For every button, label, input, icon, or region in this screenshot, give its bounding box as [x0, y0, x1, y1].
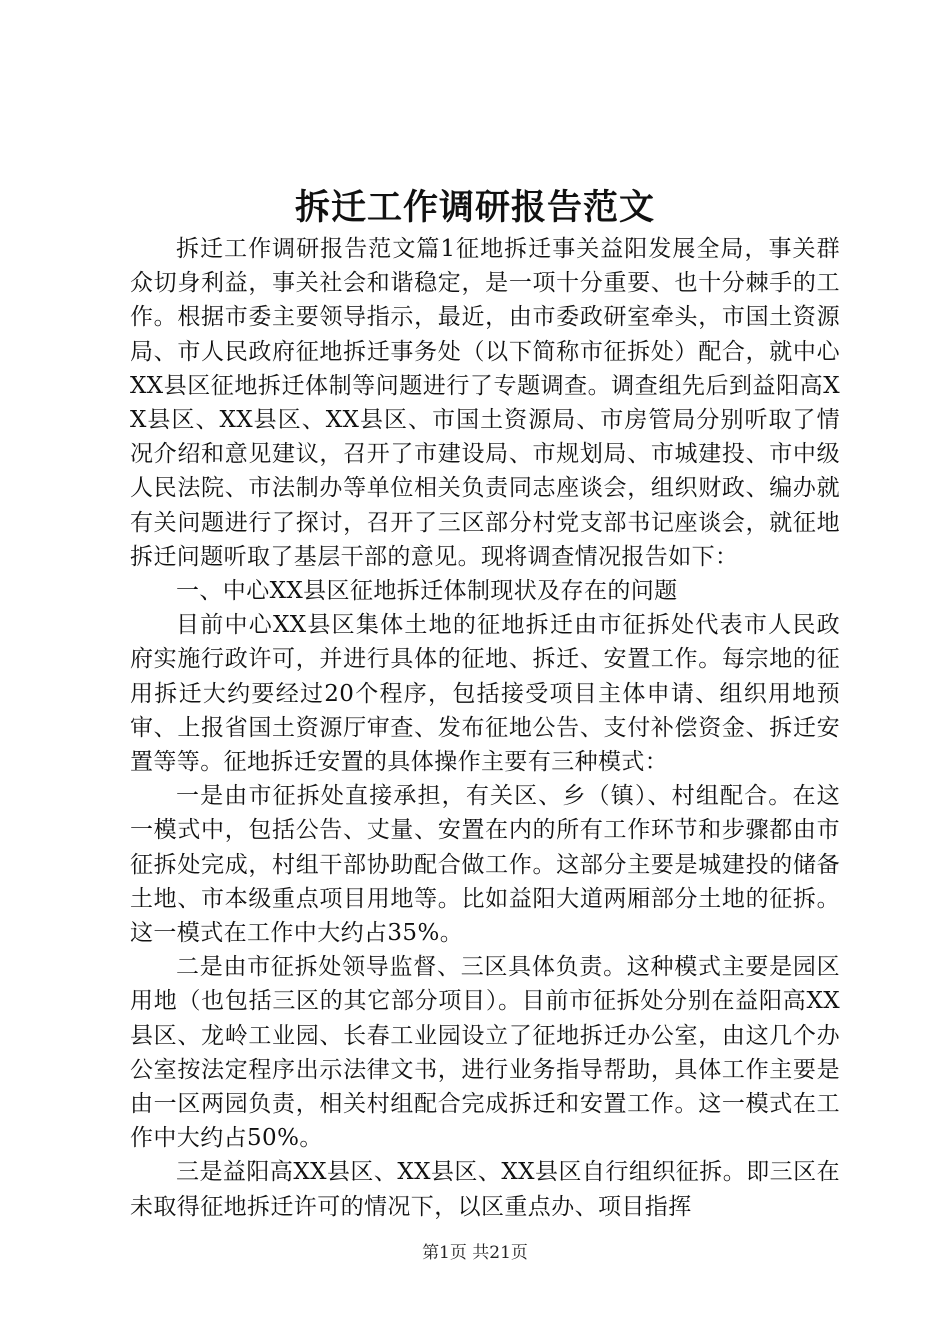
paragraph-mode-one: 一是由市征拆处直接承担，有关区、乡（镇）、村组配合。在这一模式中，包括公告、丈量、安置在内的所有工作环节和步骤都由市征拆处完成，村组干部协助配合做工作。这部分主要是城建投的储备土地、市本级重点项目用地等。比如益阳大道两厢部分土地的征拆。这一模式在工作中大约占35%。	[130, 783, 840, 947]
paragraph-current-status: 目前中心XX县区集体土地的征地拆迁由市征拆处代表市人民政府实施行政许可，并进行具体的征地、拆迁、安置工作。每宗地的征用拆迁大约要经过20个程序，包括接受项目主体申请、组织用地预审、上报省国土资源厅审查、发布征地公告、支付补偿资金、拆迁安置等等。征地拆迁安置的具体操作主要有三种模式：	[130, 612, 840, 776]
paragraph-mode-three: 三是益阳高XX县区、XX县区、XX县区自行组织征拆。即三区在未取得征地拆迁许可的情况下，以区重点办、项目指挥	[130, 1159, 840, 1220]
page-number-footer: 第1页 共21页	[422, 1243, 528, 1263]
document-body	[130, 232, 840, 1224]
paragraph-intro: 拆迁工作调研报告范文篇1征地拆迁事关益阳发展全局，事关群众切身利益，事关社会和谐稳定，是一项十分重要、也十分棘手的工作。根据市委主要领导指示，最近，由市委政研室牵头，市国土资源局、市人民政府征地拆迁事务处（以下简称市征拆处）配合，就中心XX县区征地拆迁体制等问题进行了专题调查。调查组先后到益阳高XX县区、XX县区、XX县区、市国土资源局、市房管局分别听取了情况介绍和意见建议，召开了市建设局、市规划局、市城建投、市中级人民法院、市法制办等单位相关负责同志座谈会，组织财政、编办就有关问题进行了探讨，召开了三区部分村党支部书记座谈会，就征地拆迁问题听取了基层干部的意见。现将调查情况报告如下：	[130, 236, 840, 570]
section-heading-1: 一、中心XX县区征地拆迁体制现状及存在的问题	[176, 578, 678, 605]
paragraph-mode-two: 二是由市征拆处领导监督、三区具体负责。这种模式主要是园区用地（也包括三区的其它部分项目）。目前市征拆处分别在益阳高XX县区、龙岭工业园、长春工业园设立了征地拆迁办公室，由这几个办公室按法定程序出示法律文书，进行业务指导帮助，具体工作主要是由一区两园负责，相关村组配合完成拆迁和安置工作。这一模式在工作中大约占50%。	[130, 954, 840, 1152]
document-title: 拆迁工作调研报告范文	[294, 187, 655, 228]
